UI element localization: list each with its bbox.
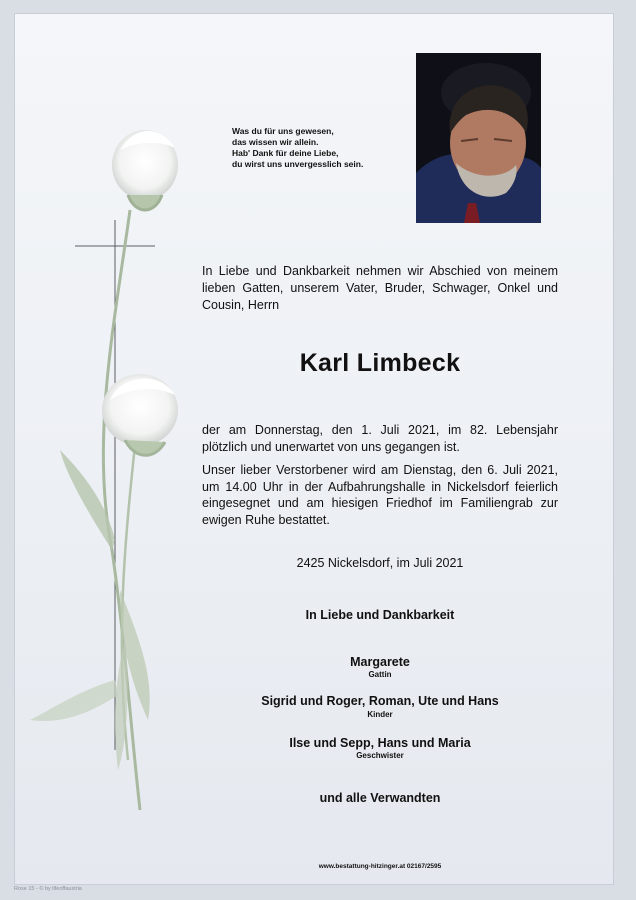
portrait-image	[416, 53, 541, 223]
verse-line: du wirst uns unvergesslich sein.	[232, 159, 364, 169]
death-announcement: der am Donnerstag, den 1. Juli 2021, im 82. Lebensjahr plötzlich und unerwartet von uns gegangen ist.	[202, 423, 558, 454]
mourner-relation: Geschwister	[356, 751, 404, 760]
mourner-names: Ilse und Sepp, Hans und Maria	[289, 736, 471, 750]
verse-line: Was du für uns gewesen,	[232, 126, 334, 136]
portrait-photo	[416, 53, 541, 223]
mourners-heading: In Liebe und Dankbarkeit	[305, 608, 455, 622]
mourner-names: Sigrid und Roger, Roman, Ute und Hans	[261, 694, 499, 708]
intro-text: In Liebe und Dankbarkeit nehmen wir Abschied von meinem lieben Gatten, unserem Vater, Bruder, Schwager, Onkel und Cousin, Herrn	[202, 264, 558, 312]
place-and-date: 2425 Nickelsdorf, im Juli 2021	[296, 556, 464, 570]
white-rose-cross-icon	[20, 120, 195, 820]
verse-line: Hab' Dank für deine Liebe,	[232, 148, 339, 158]
image-credit: Rose 15 - © by lifeoffaustria	[14, 886, 82, 892]
mourner-relation: Gattin	[368, 670, 392, 679]
deceased-name: Karl Limbeck	[299, 349, 461, 377]
funeral-details: Unser lieber Verstorbener wird am Dienstag, den 6. Juli 2021, um 14.00 Uhr in der Aufbahrungshalle in Nickelsdorf feierlich eingesegnet und am hiesigen Friedhof im Familiengrab zur ewigen Ruhe bestattet.	[202, 463, 558, 527]
mourner-relation: Kinder	[367, 710, 393, 719]
verse-line: das wissen wir allein.	[232, 137, 319, 147]
mourners-closing: und alle Verwandten	[319, 791, 441, 805]
footer-contact: www.bestattung-hitzinger.at 02167/2595	[318, 863, 442, 870]
mourner-names: Margarete	[350, 655, 410, 669]
memorial-verse	[232, 126, 402, 170]
